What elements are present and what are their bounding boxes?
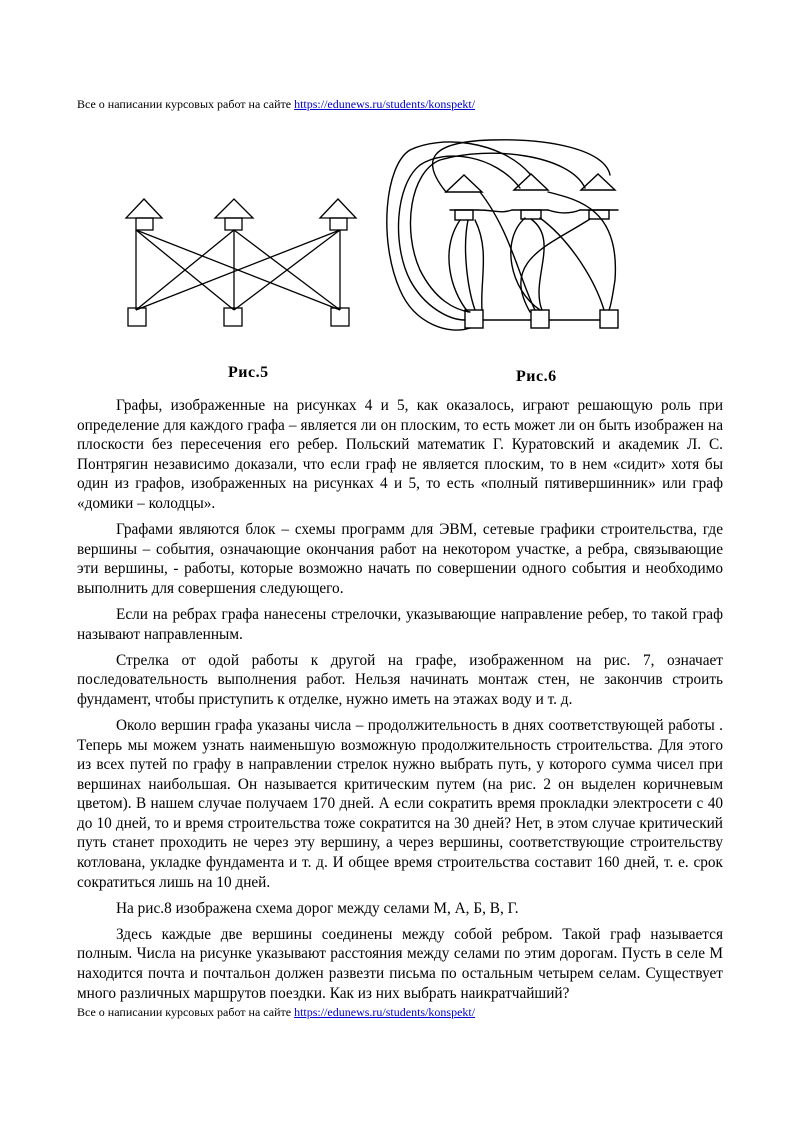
house-2-icon [215, 199, 253, 230]
paragraph: Стрелка от одой работы к другой на графе, изображенном на рис. 7, означает последовательность выполнения работ. Нельзя начинать монтаж стен, не закончив строить фундамент, чтобы приступить к отделке, нужно иметь на этажах воду и т. д. [77, 651, 723, 708]
figure-6-caption: Рис.6 [516, 368, 557, 385]
paragraph: Графы, изображенные на рисунках 4 и 5, как оказалось, играют решающую роль при определение для каждого графа – является ли он плоским, то есть может ли он быть изображен на плоскости без пересечения его ребер. Польский математик Г. Куратовский и академик Л. С. Понтрягин независимо доказали, что если граф не является плоским, то в нем «сидит» хотя бы один из графов, изображенных на рисунках 4 и 5, то есть «полный пятивершинник» или граф «домики – колодцы». [77, 397, 723, 512]
figure-6-diagram [380, 130, 640, 345]
house-2-icon [512, 174, 548, 219]
graph-edges [136, 230, 340, 310]
paragraph: На рис.8 изображена схема дорог между селами М, А, Б, В, Г. [116, 899, 519, 917]
well-1-icon [128, 308, 146, 326]
footer-text: Все о написании курсовых работ на сайте [77, 1005, 295, 1019]
paragraph: Около вершин графа указаны числа – продолжительность в днях соответствующей работы . Теперь мы можем узнать наименьшую возможную продолжительность строительства. Для этого из всех путей по графу в направлении стрелок нужно выбрать путь, у которого сумма чисел при вершинах наибольшая. Он называется критическим путем (на рис. 2 он выделен коричневым цветом). В нашем случае получаем 170 дней. А если сократить время прокладки электросети с 40 до 10 дней, то и время строительства тоже сократится на 30 дней? Нет, в этом случае критический путь станет проходить не через эту вершину, а через вершины, соответствующие строительству котлована, укладке фундамента и т. д. И общее время строительства составит 160 дней, т. е. срок сократиться лишь на 10 дней. [77, 716, 723, 891]
well-3-icon [600, 310, 618, 328]
curved-edges [387, 140, 616, 330]
house-3-icon [320, 199, 356, 230]
well-1-icon [465, 310, 483, 328]
paragraph: Здесь каждые две вершины соединены между собой ребром. Такой граф называется полным. Числа на рисунке указывают расстояния между селами по этим дорогам. Пусть в селе М находится почта и почтальон должен развезти письма по остальным четырем селам. Существует много различных маршрутов поездки. Как из них выбрать наикратчайший? [77, 925, 723, 1002]
well-2-icon [531, 310, 549, 328]
house-3-icon [580, 174, 618, 219]
well-3-icon [331, 308, 349, 326]
page-header [77, 97, 475, 111]
body-text [77, 396, 723, 1003]
paragraph: Если на ребрах графа нанесены стрелочки, указывающие направление ребер, то такой граф называют направленным. [77, 605, 723, 643]
header-link[interactable]: https://edunews.ru/students/konspekt/ [294, 97, 476, 111]
figure-5-diagram [118, 192, 368, 332]
well-2-icon [224, 308, 242, 326]
footer-link[interactable]: https://edunews.ru/students/konspekt/ [294, 1005, 476, 1019]
figure-5-caption: Рис.5 [228, 364, 269, 381]
paragraph: Графами являются блок – схемы программ для ЭВМ, сетевые графики строительства, где вершины – события, означающие окончания работ на некотором участке, а ребра, связывающие эти вершины, - работы, которые возможно начать по совершении одного события и необходимо выполнить для совершения следующего. [77, 521, 723, 597]
house-1-icon [446, 175, 482, 220]
page-footer [77, 1005, 475, 1019]
house-1-icon [126, 199, 162, 230]
header-text: Все о написании курсовых работ на сайте [77, 97, 295, 111]
